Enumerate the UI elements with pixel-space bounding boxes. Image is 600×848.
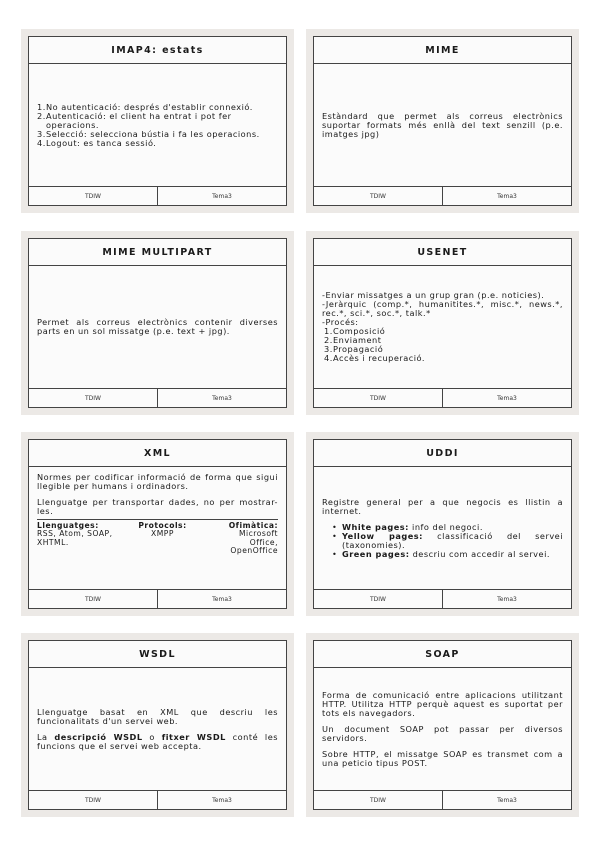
card-frame	[28, 640, 287, 810]
usenet-steps-list	[322, 327, 563, 363]
footer-course: TDIW	[314, 590, 443, 608]
card-footer	[314, 388, 571, 407]
card-title: MIME	[314, 37, 571, 64]
footer-course: TDIW	[314, 389, 443, 407]
footer-topic: Tema3	[212, 796, 232, 804]
card-frame	[313, 36, 572, 206]
footer-topic: Tema3	[497, 595, 517, 603]
col-text: Microsoft Office, OpenOffice	[230, 529, 278, 556]
uddi-pages-list	[322, 523, 563, 559]
footer-course: TDIW	[314, 791, 443, 809]
card-wsdl	[21, 633, 294, 817]
imap-states-list	[37, 103, 278, 148]
list-item: • Yellow pages: classificació del servei (taxonomies).	[332, 530, 563, 550]
card-frame	[28, 238, 287, 408]
card-frame	[313, 439, 572, 609]
col-heading: Llenguatges:	[37, 521, 99, 530]
card-frame	[313, 640, 572, 810]
soap-servers: Un document SOAP pot passar per diversos servidors.	[322, 723, 563, 743]
usenet-line-send: -Enviar missatges a un grup gran (p.e. noticies).	[322, 290, 545, 300]
xml-col-protocols	[132, 522, 194, 556]
footer-course: TDIW	[314, 187, 443, 205]
card-uddi	[306, 432, 579, 616]
card-footer	[314, 589, 571, 608]
list-item: 1. No autenticació: després d'establir connexió.	[37, 101, 253, 112]
card-body	[314, 467, 571, 589]
footer-topic: Tema3	[497, 394, 517, 402]
card-footer	[29, 186, 286, 205]
list-item: • Green pages: descriu com accedir al servei.	[332, 548, 550, 559]
footer-course: TDIW	[29, 590, 158, 608]
card-footer	[314, 186, 571, 205]
footer-topic: Tema3	[497, 796, 517, 804]
col-heading: Ofimàtica:	[228, 521, 278, 530]
card-body	[29, 668, 286, 790]
xml-purpose: Llenguatge per transportar dades, no per mostrar-les.	[37, 497, 278, 516]
uddi-intro: Registre general per a que negocis es llistin a internet.	[322, 496, 563, 516]
card-title: UDDI	[314, 440, 571, 467]
list-item: 4. Logout: es tanca sessió.	[37, 137, 157, 148]
footer-topic: Tema3	[212, 394, 232, 402]
xml-columns	[37, 519, 278, 556]
soap-http: Sobre HTTP, el missatge SOAP es transmet com a una peticio tipus POST.	[322, 748, 563, 768]
footer-topic: Tema3	[497, 192, 517, 200]
card-body	[314, 266, 571, 388]
card-text: Permet als correus electrònics contenir diverses parts en un sol missatge (p.e. text + jpg).	[37, 317, 278, 336]
card-soap	[306, 633, 579, 817]
card-frame	[28, 36, 287, 206]
card-frame	[28, 439, 287, 609]
bullet: •	[332, 548, 338, 559]
card-body	[314, 64, 571, 186]
card-title: WSDL	[29, 641, 286, 668]
list-item: 3. Selecció: selecciona bústia i fa les operacions.	[37, 128, 260, 139]
card-title: SOAP	[314, 641, 571, 668]
footer-course: TDIW	[29, 187, 158, 205]
usenet-line-process: -Procés:	[322, 317, 359, 327]
usenet-line-hierarchy: -Jeràrquic (comp.*, humanitites.*, misc.*, news.*, rec.*, sci.*, soc.*, talk.*	[322, 299, 563, 318]
footer-course: TDIW	[29, 791, 158, 809]
card-body	[314, 668, 571, 790]
col-text: XMPP	[151, 529, 174, 539]
footer-topic: Tema3	[212, 595, 232, 603]
card-title: USENET	[314, 239, 571, 266]
wsdl-description: La descripció WSDL o fitxer WSDL conté les funcions que el servei web accepta.	[37, 731, 279, 751]
col-text: RSS, Atom, SOAP, XHTML.	[37, 529, 113, 547]
bullet: •	[332, 521, 338, 532]
card-imap4	[21, 29, 294, 213]
card-usenet	[306, 231, 579, 415]
list-item: 3. Propagació	[324, 344, 384, 354]
col-heading: Protocols:	[138, 521, 187, 530]
card-body	[29, 64, 286, 186]
list-item: • White pages: info del negoci.	[332, 521, 483, 532]
card-body	[29, 467, 286, 589]
card-mime-multipart	[21, 231, 294, 415]
list-item: 4. Accès i recuperació.	[324, 353, 426, 363]
xml-definition: Normes per codificar informació de forma que sigui llegible per humans i ordinadors.	[37, 472, 278, 491]
card-text: Estàndard que permet als correus electrònics suportar formats més enllà del text senzill (p.e. imatges jpg)	[322, 110, 563, 139]
wsdl-definition: Llenguatge basat en XML que descriu les funcionalitats d'un servei web.	[37, 706, 278, 726]
card-body	[29, 266, 286, 388]
list-item: 1. Composició	[324, 326, 386, 336]
soap-definition: Forma de comunicació entre aplicacions utilitzant HTTP. Utilitza HTTP perquè aquest es suportat per tots els navegadors.	[322, 689, 563, 718]
xml-col-languages	[37, 522, 117, 556]
card-footer	[29, 790, 286, 809]
card-title: IMAP4: estats	[29, 37, 286, 64]
footer-course: TDIW	[29, 389, 158, 407]
card-footer	[29, 388, 286, 407]
card-title: XML	[29, 440, 286, 467]
card-footer	[314, 790, 571, 809]
list-item: 2. Autenticació: el client ha entrat i pot fer operacions.	[37, 110, 232, 130]
card-title: MIME MULTIPART	[29, 239, 286, 266]
bullet: •	[332, 530, 338, 541]
card-frame	[313, 238, 572, 408]
card-footer	[29, 589, 286, 608]
card-mime	[306, 29, 579, 213]
list-item: 2. Enviament	[324, 335, 382, 345]
footer-topic: Tema3	[212, 192, 232, 200]
card-xml	[21, 432, 294, 616]
xml-col-office	[208, 522, 278, 556]
